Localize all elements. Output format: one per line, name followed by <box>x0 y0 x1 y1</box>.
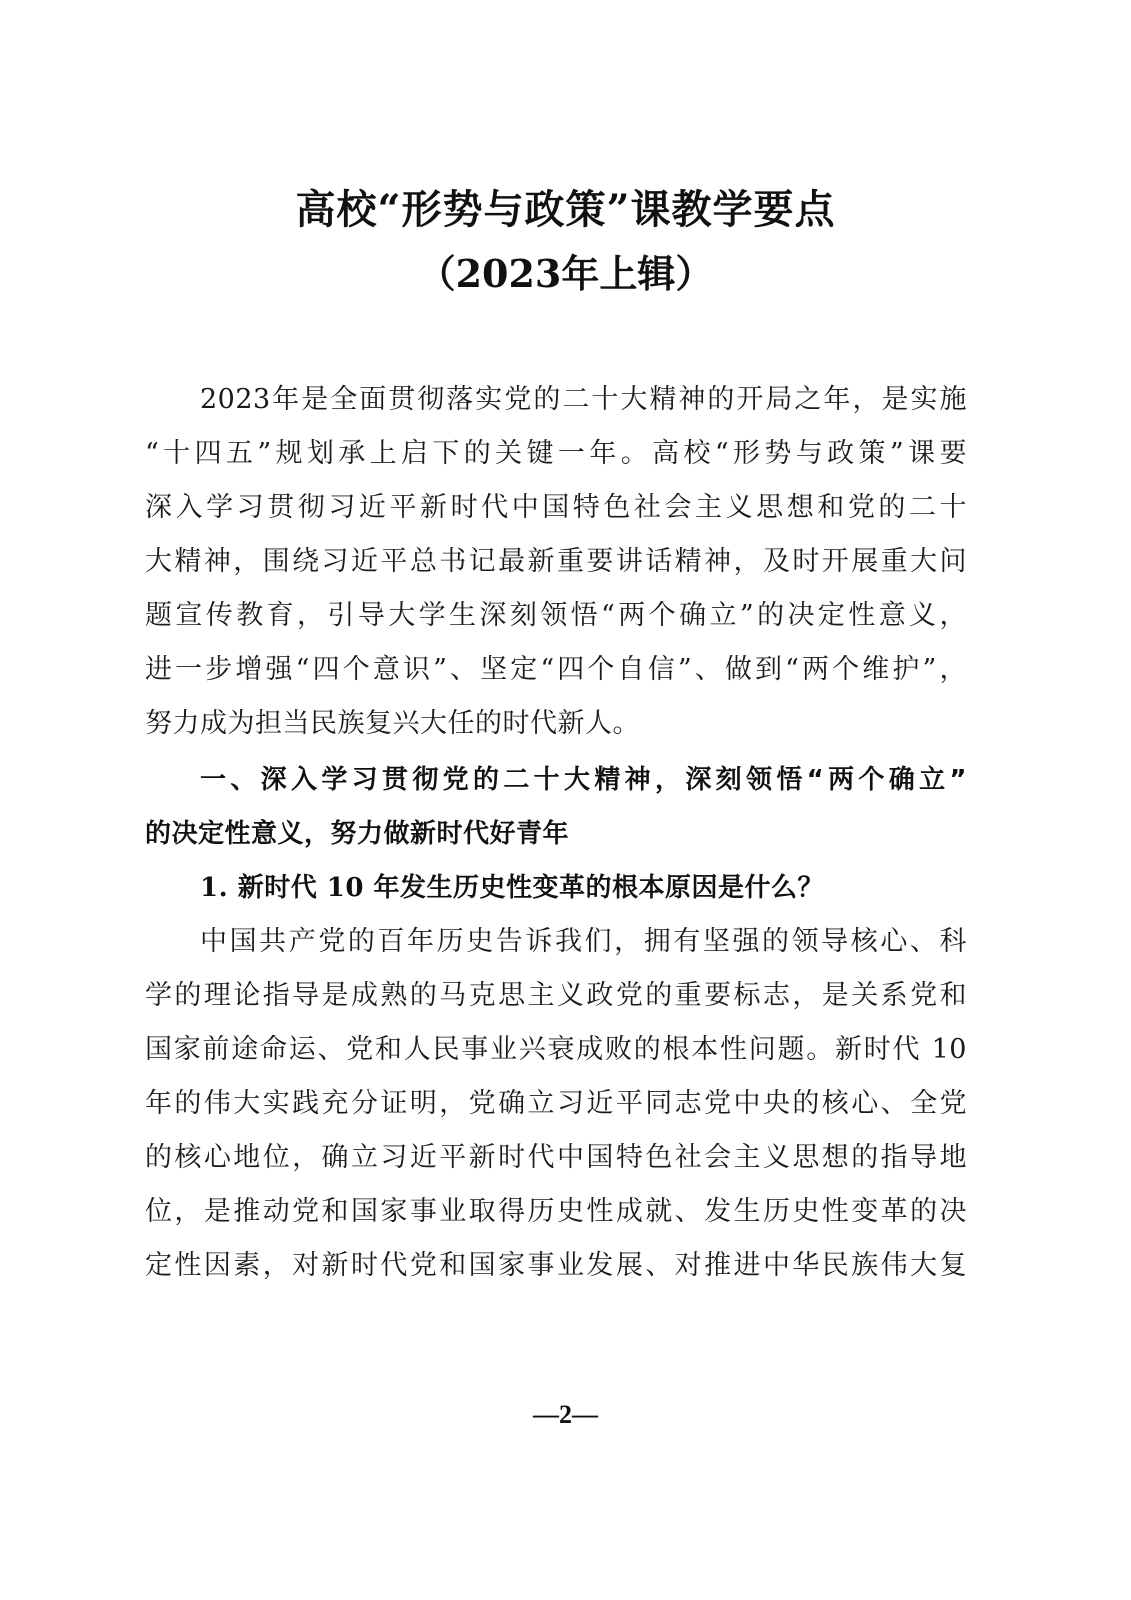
body-line: 的核心地位，确立习近平新时代中国特色社会主义思想的指导地 <box>145 1142 967 1173</box>
body-line: 年的伟大实践充分证明，党确立习近平同志党中央的核心、全党 <box>145 1088 967 1119</box>
body-line: 位，是推动党和国家事业取得历史性成就、发生历史性变革的决 <box>145 1196 967 1227</box>
intro-line: “十四五”规划承上启下的关键一年。高校“形势与政策”课要 <box>145 438 967 469</box>
document-title: 高校“形势与政策”课教学要点 <box>295 186 836 233</box>
intro-line: 深入学习贯彻习近平新时代中国特色社会主义思想和党的二十 <box>145 492 967 523</box>
page-number: —2— <box>533 1400 598 1429</box>
question-heading: 1. 新时代 10 年发生历史性变革的根本原因是什么？ <box>200 873 824 903</box>
section-heading-line: 的决定性意义，努力做新时代好青年 <box>145 819 570 849</box>
section-heading-line: 一、深入学习贯彻党的二十大精神，深刻领悟“两个确立” <box>200 765 967 795</box>
intro-line: 进一步增强“四个意识”、坚定“四个自信”、做到“两个维护”， <box>145 654 967 685</box>
intro-line: 努力成为担当民族复兴大任的时代新人。 <box>145 708 640 739</box>
body-line: 定性因素，对新时代党和国家事业发展、对推进中华民族伟大复 <box>145 1250 967 1281</box>
intro-line: 大精神，围绕习近平总书记最新重要讲话精神，及时开展重大问 <box>145 546 967 577</box>
intro-line: 2023年是全面贯彻落实党的二十大精神的开局之年，是实施 <box>200 384 967 415</box>
body-line: 国家前途命运、党和人民事业兴衰成败的根本性问题。新时代 10 <box>145 1034 967 1065</box>
document-subtitle: （2023年上辑） <box>417 251 714 296</box>
intro-line: 题宣传教育，引导大学生深刻领悟“两个确立”的决定性意义， <box>145 600 967 631</box>
body-line: 学的理论指导是成熟的马克思主义政党的重要标志，是关系党和 <box>145 980 967 1011</box>
body-line: 中国共产党的百年历史告诉我们，拥有坚强的领导核心、科 <box>200 926 967 957</box>
